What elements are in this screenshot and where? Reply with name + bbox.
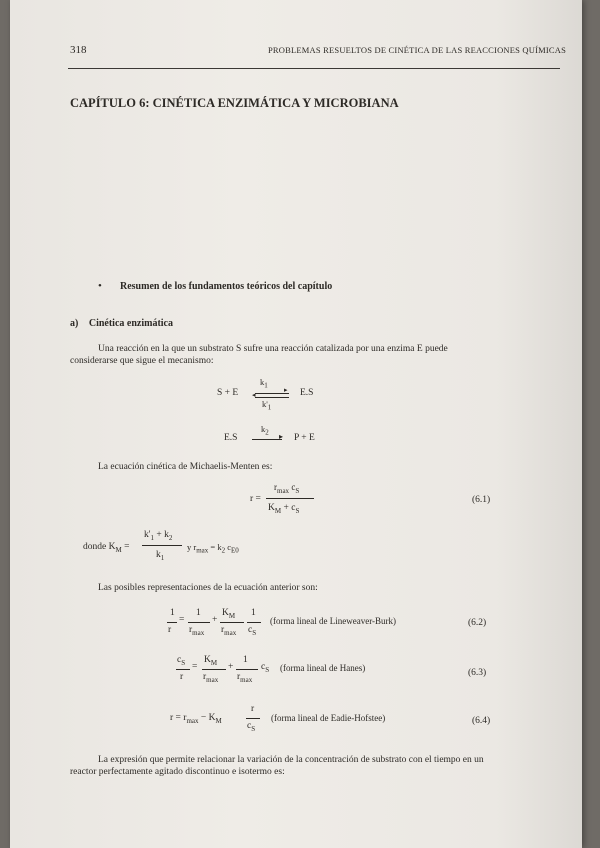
eq61-fraction-bar xyxy=(266,498,314,499)
page-number: 318 xyxy=(70,44,87,56)
section-label: a) xyxy=(70,318,79,329)
eq62-t2-den: $r_{max}$ xyxy=(221,625,237,637)
chapter-title: CAPÍTULO 6: CINÉTICA ENZIMÁTICA Y MICROBIANA xyxy=(70,96,399,110)
eq63-equals: = xyxy=(192,662,198,672)
section-a-heading xyxy=(70,318,173,329)
intro-line-1: Una reacción en la que un substrato S sufre una reacción catalizada por una enzima E puede xyxy=(98,344,448,354)
eq63-lhs-num: $c_S$ xyxy=(177,655,186,667)
running-header: PROBLEMAS RESUELTOS DE CINÉTICA DE LAS REACCIONES QUÍMICAS xyxy=(268,45,567,55)
mech1-k-reverse: $k'_1$ xyxy=(262,399,272,412)
km-numerator: $k'_1 + k_2$ xyxy=(144,530,173,542)
eq61-number: (6.1) xyxy=(472,495,491,505)
eq64-frac-bar xyxy=(246,718,260,719)
eq64-frac-den: $c_S$ xyxy=(247,721,256,733)
reps-intro: Las posibles representaciones de la ecuación anterior son: xyxy=(98,583,318,593)
eq62-equals: = xyxy=(179,615,185,625)
eq64-number: (6.4) xyxy=(472,716,491,726)
eq62-t1-num: 1 xyxy=(196,608,201,618)
closing-line-2: reactor perfectamente agitado discontinuo e isotermo es: xyxy=(70,767,285,777)
eq64-frac-num: r xyxy=(251,704,255,714)
eq62-t3-num: 1 xyxy=(251,608,256,618)
bullet-icon: • xyxy=(98,280,102,292)
eq62-t3-den: $c_S$ xyxy=(248,625,257,637)
eq63-t1-den: $r_{max}$ xyxy=(203,672,219,684)
eq62-t3-bar xyxy=(247,622,261,623)
eq63-t2-den: $r_{max}$ xyxy=(237,672,253,684)
eq63-t2-num: 1 xyxy=(243,655,248,665)
eq63-lhs-den: r xyxy=(180,672,184,682)
eq63-plus: + xyxy=(228,662,234,672)
mech1-reactants: S + E xyxy=(217,388,239,398)
km-fraction-bar xyxy=(142,545,182,546)
eq63-lhs-bar xyxy=(176,669,190,670)
eq62-plus: + xyxy=(212,615,218,625)
eq62-t1-den: $r_{max}$ xyxy=(189,625,205,637)
eq62-lhs-bar xyxy=(167,622,177,623)
mech2-k: $k_2$ xyxy=(261,424,269,437)
intro-line-2: considerarse que sigue el mecanismo: xyxy=(70,356,214,366)
mech1-k-forward: $k_1$ xyxy=(260,377,268,390)
eq64-lhs: $r = r_{max} - K_M$ xyxy=(170,713,222,725)
header-rule xyxy=(68,68,560,69)
eq63-t1-num: $K_M$ xyxy=(204,655,218,667)
eq63-t2-bar xyxy=(236,669,258,670)
eq62-label: (forma lineal de Lineweaver-Burk) xyxy=(270,616,397,626)
product-arrow-icon xyxy=(252,439,282,440)
reverse-arrowhead-icon: ◂ xyxy=(252,391,256,399)
eq61-lhs: r = xyxy=(250,494,261,504)
mech2-products: P + E xyxy=(294,433,315,443)
eq62-t2-bar xyxy=(220,622,244,623)
eq62-lhs-den: r xyxy=(168,625,172,635)
mech1-complex: E.S xyxy=(300,388,314,398)
forward-arrowhead-icon: ▸ xyxy=(284,386,288,394)
eq62-number: (6.2) xyxy=(468,618,487,628)
closing-line-1: La expresión que permite relacionar la variación de la concentración de substrato con el tiempo en un xyxy=(98,755,484,765)
mech2-complex: E.S xyxy=(224,433,238,443)
rmax-definition: y $r_{max} = k_2$ $c_{E0}$ xyxy=(187,542,239,555)
section-title: Cinética enzimática xyxy=(88,318,173,329)
km-prefix: donde $K_M$ = xyxy=(83,542,130,554)
book-page xyxy=(10,0,582,848)
reverse-arrow-icon xyxy=(255,397,289,398)
eq63-number: (6.3) xyxy=(468,668,487,678)
eq63-cs: $c_S$ xyxy=(261,662,270,674)
summary-heading: Resumen de los fundamentos teóricos del capítulo xyxy=(120,281,333,292)
km-denominator: $k_1$ xyxy=(156,550,165,562)
eq62-t2-num: $K_M$ xyxy=(222,608,236,620)
mm-intro: La ecuación cinética de Michaelis-Menten es: xyxy=(98,462,273,472)
eq61-denominator: $K_M + c_S$ xyxy=(268,503,300,515)
eq62-t1-bar xyxy=(188,622,210,623)
eq63-label: (forma lineal de Hanes) xyxy=(280,663,366,673)
eq63-t1-bar xyxy=(202,669,226,670)
product-arrowhead-icon: ▸ xyxy=(279,432,284,441)
eq61-numerator: $r_{max}$ $c_S$ xyxy=(274,482,300,495)
eq64-label: (forma lineal de Eadie-Hofstee) xyxy=(271,713,386,723)
eq62-lhs-num: 1 xyxy=(170,608,175,618)
